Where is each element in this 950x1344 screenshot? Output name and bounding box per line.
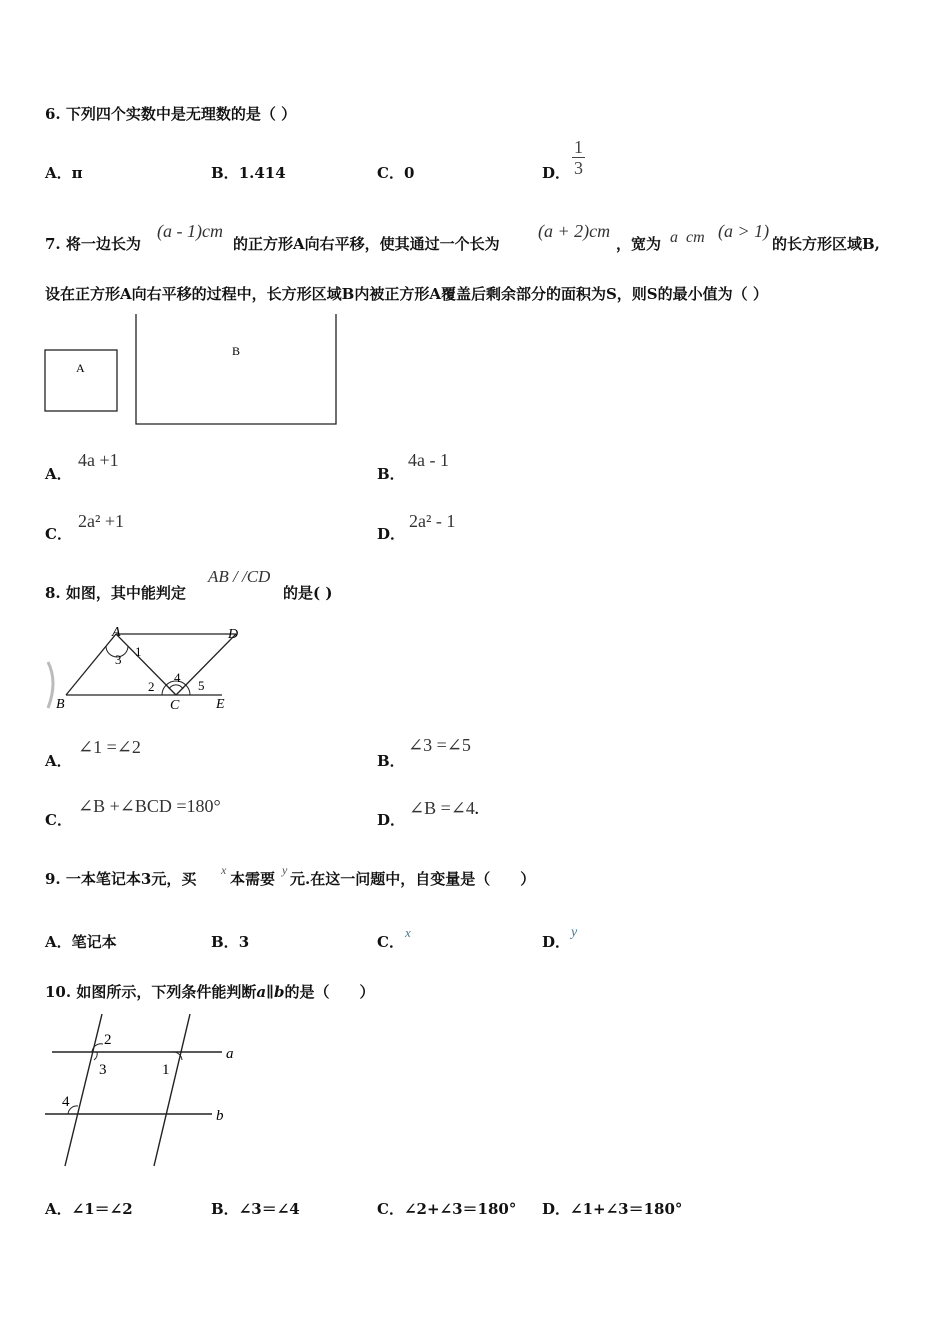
angle-4-label: 4 <box>62 1094 70 1110</box>
q9-stem-part2: 本需要 <box>230 870 276 888</box>
fraction-numerator: 1 <box>574 137 583 157</box>
option-label: A． <box>45 933 72 951</box>
q7-figure <box>40 312 350 430</box>
point-b-label: B <box>56 697 65 712</box>
q10-option-c[interactable] <box>377 1198 516 1219</box>
option-label: D． <box>377 811 406 829</box>
q9-option-c[interactable] <box>377 931 404 952</box>
q9-option-a[interactable] <box>45 931 117 952</box>
q10-stem-part1: 如图所示，下列条件能判断 <box>76 983 257 1001</box>
option-value: ∠2+∠3＝180° <box>403 1200 517 1218</box>
q6-option-b[interactable] <box>211 162 286 183</box>
q6-option-d-fraction <box>572 137 585 178</box>
option-value: ∠1＝∠2 <box>71 1200 133 1218</box>
angle-3-label: 3 <box>99 1062 107 1078</box>
q10-figure <box>40 1008 250 1173</box>
q7-expr-condition: (a > 1) <box>718 221 770 241</box>
q8-option-c-value: ∠B +∠BCD =180° <box>78 796 221 816</box>
square-a-label: A <box>76 361 85 375</box>
option-value: 0 <box>403 164 415 182</box>
square-a <box>45 350 117 411</box>
q6-number: 6. <box>45 105 61 123</box>
q8-stem <box>45 582 186 603</box>
q7-stem-part2: 的正方形A向右平移，使其通过一个长为 <box>233 235 500 253</box>
q7-option-a-value: 4a +1 <box>78 450 119 470</box>
q8-figure <box>44 622 254 717</box>
q10-expr: a∥b <box>256 983 285 1001</box>
angle-1-label: 1 <box>135 644 142 659</box>
q8-expr: AB / /CD <box>208 567 271 586</box>
q7-option-d[interactable] <box>377 523 405 544</box>
q8-option-c[interactable] <box>45 809 72 830</box>
option-suffix: . <box>474 802 479 818</box>
option-label: B． <box>377 752 405 770</box>
q9-option-c-value: x <box>405 925 411 940</box>
q7-option-b-value: 4a - 1 <box>408 450 449 470</box>
fraction-denominator: 3 <box>574 158 583 178</box>
q8-stem-part1: 如图，其中能判定 <box>65 584 186 602</box>
q6-option-d[interactable] <box>542 162 570 183</box>
q9-var-y: y <box>282 863 288 877</box>
line-b-label: b <box>216 1108 224 1124</box>
q8-option-d-value <box>409 798 479 819</box>
q8-number: 8. <box>45 584 61 602</box>
angle-2-label: 2 <box>148 679 155 694</box>
option-label: C． <box>45 525 72 543</box>
q8-option-b-value: ∠3 =∠5 <box>408 735 471 755</box>
option-label: B． <box>211 164 239 182</box>
q7-expr-width: a cm <box>670 229 705 246</box>
option-label: A． <box>45 164 72 182</box>
option-label: D． <box>542 933 571 951</box>
q7-stem-line1 <box>45 233 141 254</box>
q9-stem <box>45 868 196 889</box>
q9-stem-part1: 一本笔记本3元，买 <box>65 870 197 888</box>
q6-option-a[interactable] <box>45 162 83 183</box>
option-label: C． <box>377 933 404 951</box>
point-a-label: A <box>112 625 121 640</box>
angle-2-label: 2 <box>104 1032 112 1048</box>
option-value: ∠3＝∠4 <box>238 1200 300 1218</box>
q7-expr-length: (a + 2)cm <box>538 221 611 241</box>
q6-stem-text: 下列四个实数中是无理数的是（ ） <box>65 105 297 123</box>
q7-option-b[interactable] <box>377 463 405 484</box>
q10-stem-part2: 的是（ ） <box>284 983 375 1001</box>
option-label: D． <box>542 1200 571 1218</box>
option-label: D． <box>542 164 571 182</box>
q7-stem-line2: 设在正方形A向右平移的过程中，长方形区域B内被正方形A覆盖后剩余部分的面积为S，则S的最小值为（ ） <box>45 285 768 303</box>
q8-stem-part2: 的是( ) <box>283 584 333 602</box>
option-label: A． <box>45 465 72 483</box>
rect-b-label: B <box>232 344 241 358</box>
point-c-label: C <box>170 698 180 713</box>
q9-option-d[interactable] <box>542 931 570 952</box>
angle-1-label: 1 <box>162 1062 170 1078</box>
point-d-label: D <box>228 627 239 642</box>
line-a-label: a <box>226 1046 234 1062</box>
q8-option-a[interactable] <box>45 750 72 771</box>
option-label: A． <box>45 752 72 770</box>
q9-stem-part3: 元.在这一问题中，自变量是（ ） <box>290 870 536 888</box>
q10-option-a[interactable] <box>45 1198 133 1219</box>
rect-b <box>136 314 336 424</box>
q7-option-c[interactable] <box>45 523 72 544</box>
option-value: ∠1+∠3＝180° <box>570 1200 683 1218</box>
q10-option-d[interactable] <box>542 1198 682 1219</box>
q7-option-d-value: 2a² - 1 <box>409 511 456 531</box>
option-value: 笔记本 <box>71 933 117 951</box>
q7-number: 7. <box>45 235 61 253</box>
q10-option-b[interactable] <box>211 1198 300 1219</box>
option-label: B． <box>211 933 239 951</box>
q7-stem-part1: 将一边长为 <box>65 235 141 253</box>
option-label: A． <box>45 1200 72 1218</box>
q8-option-d[interactable] <box>377 809 405 830</box>
q7-option-c-value: 2a² +1 <box>78 511 125 531</box>
option-value: 3 <box>238 933 250 951</box>
option-label: B． <box>211 1200 239 1218</box>
q9-option-d-value: y <box>571 925 578 940</box>
option-label: C． <box>45 811 72 829</box>
q8-option-a-value: ∠1 =∠2 <box>78 737 141 757</box>
q7-expr-side: (a - 1)cm <box>157 221 223 241</box>
q9-option-b[interactable] <box>211 931 249 952</box>
angle-3-label: 3 <box>115 652 122 667</box>
q7-option-a[interactable] <box>45 463 72 484</box>
option-value: 1.414 <box>238 164 286 182</box>
q6-stem <box>45 103 296 124</box>
angle-4-label: 4 <box>174 670 181 685</box>
option-value: π <box>71 164 83 182</box>
angle-5-label: 5 <box>198 678 205 693</box>
q8-option-b[interactable] <box>377 750 405 771</box>
q10-number: 10. <box>45 983 72 1001</box>
option-label: C． <box>377 1200 404 1218</box>
q9-var-x: x <box>221 863 227 877</box>
point-e-label: E <box>216 697 225 712</box>
q9-number: 9. <box>45 870 61 888</box>
q10-stem <box>45 981 375 1002</box>
q7-stem-part3: ，宽为 <box>616 235 662 253</box>
option-value: ∠B =∠4 <box>409 798 475 818</box>
option-label: C． <box>377 164 404 182</box>
option-label: B． <box>377 465 405 483</box>
option-label: D． <box>377 525 406 543</box>
q6-option-c[interactable] <box>377 162 414 183</box>
q7-stem-part4: 的长方形区域B, <box>772 235 880 253</box>
